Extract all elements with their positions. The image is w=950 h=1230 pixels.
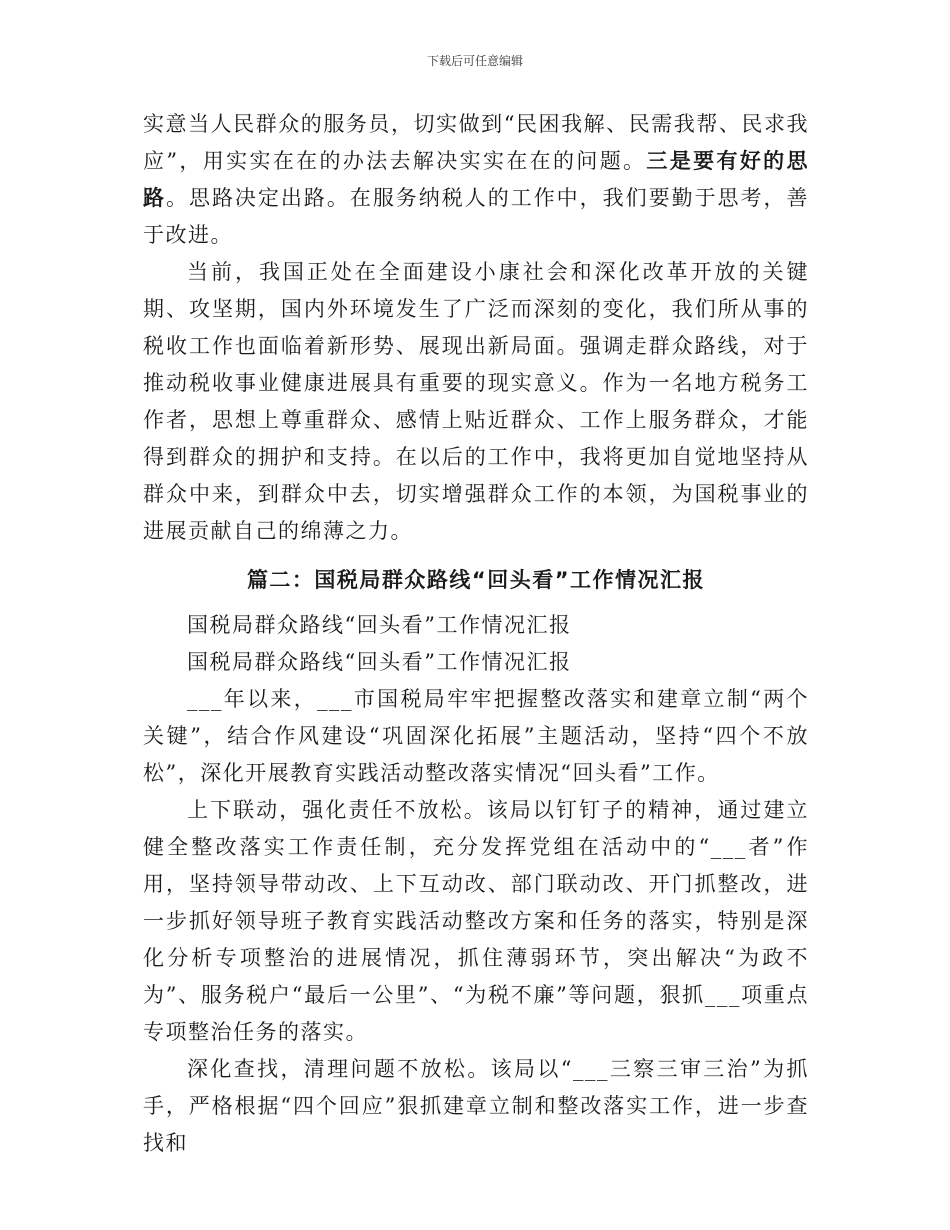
- report-title-1: 国税局群众路线“回头看”工作情况汇报: [187, 613, 572, 637]
- section-heading: 篇二：国税局群众路线“回头看”工作情况汇报: [246, 568, 706, 592]
- paragraph-1-bold-phrase: 三是要有好的思路: [143, 149, 810, 210]
- paragraph-5: 深化查找，清理问题不放松。该局以“___三察三审三治”为抓手，严格根据“四个回应”狠抓建章立制和整改落实工作，进一步查找和: [143, 1057, 809, 1155]
- report-title-2: 国税局群众路线“回头看”工作情况汇报: [187, 650, 572, 674]
- paragraph-4: 上下联动，强化责任不放松。该局以钉钉子的精神，通过建立健全整改落实工作责任制，充分发挥党组在活动中的“___者”作用，坚持领导带动改、上下互动改、部门联动改、开门抓整改，进一步抓好领导班子教育实践活动整改方案和任务的落实，特别是深化分析专项整治的进展情况，抓住薄弱环节，突出解决“为政不为”、服务税户“最后一公里”、“为税不廉”等问题，狠抓___项重点专项整治任务的落实。: [143, 798, 809, 1044]
- paragraph-1: [143, 106, 809, 254]
- document-body: [143, 106, 809, 1162]
- page-header-note: 下载后可任意编辑: [426, 54, 523, 68]
- paragraph-1-text-a: 实意当人民群众的服务员，切实做到“民困我解、民需我帮、民求我应”，用实实在在的办法去解决实实在在的问题。: [143, 112, 809, 173]
- paragraph-1-text-b: 。思路决定出路。在服务纳税人的工作中，我们要勤于思考，善于改进。: [143, 186, 809, 247]
- paragraph-2: 当前，我国正处在全面建设小康社会和深化改革开放的关键期、攻坚期，国内外环境发生了广泛而深刻的变化，我们所从事的税收工作也面临着新形势、展现出新局面。强调走群众路线，对于推动税收事业健康进展具有重要的现实意义。作为一名地方税务工作者，思想上尊重群众、感情上贴近群众、工作上服务群众，才能得到群众的拥护和支持。在以后的工作中，我将更加自觉地坚持从群众中来，到群众中去，切实增强群众工作的本领，为国税事业的进展贡献自己的绵薄之力。: [143, 260, 809, 543]
- paragraph-3: ___年以来，___市国税局牢牢把握整改落实和建章立制“两个关键”，结合作风建设“巩固深化拓展”主题活动，坚持“四个不放松”，深化开展教育实践活动整改落实情况“回头看”工作。: [143, 687, 809, 785]
